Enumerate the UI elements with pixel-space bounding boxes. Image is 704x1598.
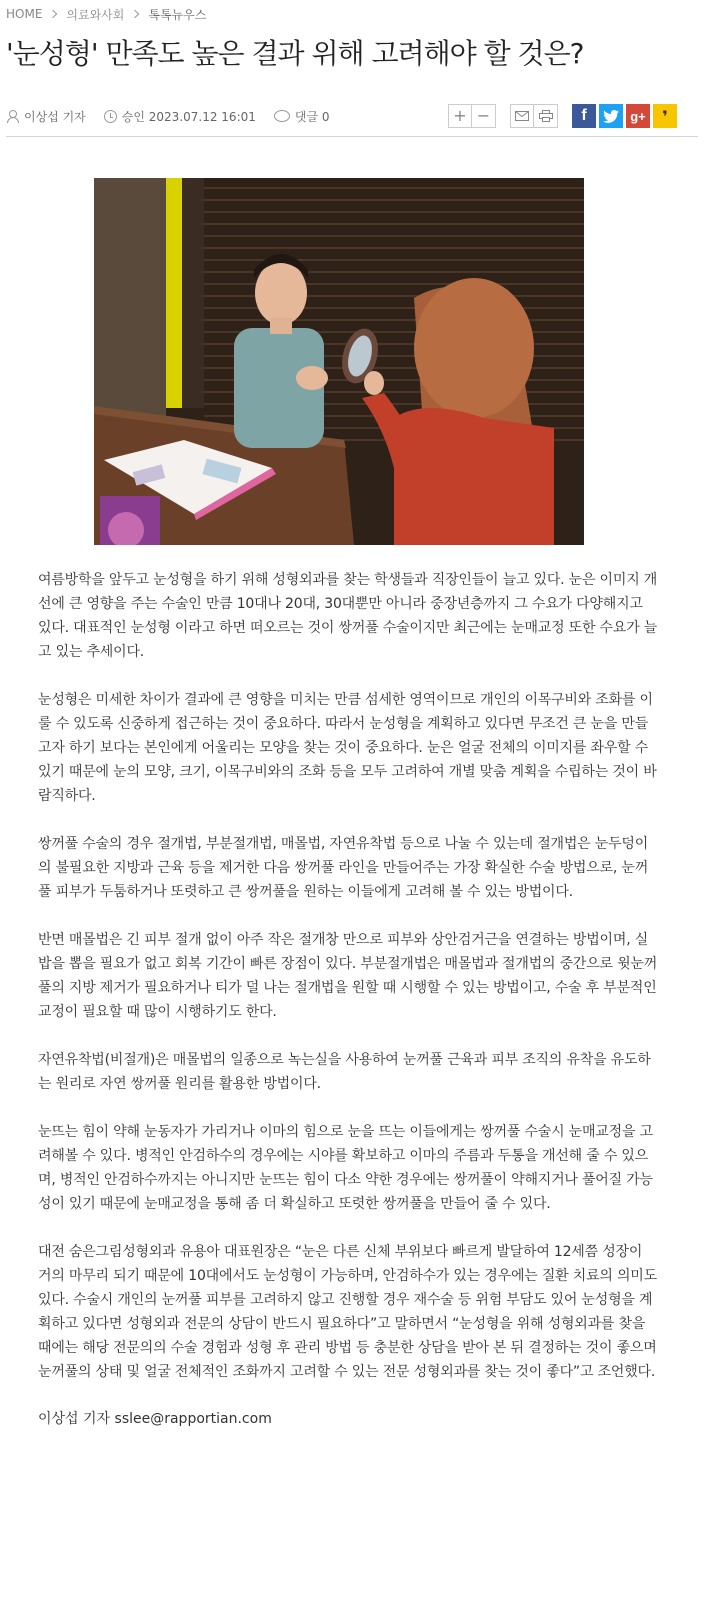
font-size-tools [448, 104, 496, 128]
comment-count[interactable]: 댓글 0 [294, 109, 330, 124]
print-button[interactable] [534, 104, 558, 128]
article-paragraph: 자연유착법(비절개)은 매몰법의 일종으로 녹는실을 사용하여 눈꺼풀 근육과 피부 조직의 유착을 유도하는 원리로 자연 쌍꺼풀 원리를 활용한 방법이다. [38, 1052, 651, 1092]
facebook-share-button[interactable]: f [572, 104, 596, 128]
kakao-story-share-button[interactable]: ❜ [653, 104, 677, 128]
comment-info[interactable] [274, 108, 330, 125]
article-meta [6, 104, 348, 128]
person-icon [6, 110, 19, 123]
breadcrumb [6, 4, 206, 24]
breadcrumb-section[interactable]: 의료와사회 [66, 7, 125, 22]
publish-info [104, 108, 256, 125]
zoom-out-button[interactable]: − [472, 104, 496, 128]
article-paragraph: 반면 매몰법은 긴 피부 절개 없이 아주 작은 절개창 만으로 피부와 상안검거근을 연결하는 방법이며, 실밥을 뽑을 필요가 없고 회복 기간이 빠른 장점이 있다. 부분절개법은 매몰법과 절개법의 중간으로 윗눈꺼풀의 지방 제거가 필요하거나 티가 덜 나는 절개법을 원할 때 시행할 수 있는 방법이고, 수술 후 부분적인 교정이 필요할 때 많이 시행하기도 한다. [38, 932, 658, 1020]
mail-icon [515, 111, 529, 121]
chevron-right-icon [131, 10, 139, 18]
article-byline: 이상섭 기자 sslee@rapportian.com [38, 1411, 272, 1427]
clock-icon [104, 110, 117, 123]
article-paragraph: 여름방학을 앞두고 눈성형을 하기 위해 성형외과를 찾는 학생들과 직장인들이 늘고 있다. 눈은 이미지 개선에 큰 영향을 주는 수술인 만큼 10대나 20대, 30대뿐만 아니라 중장년층까지 그 수요가 다양해지고 있다. 대표적인 눈성형 이라고 하면 떠오르는 것이 쌍꺼풀 수술이지만 최근에는 눈매교정 또한 수요가 늘고 있는 추세이다. [38, 572, 658, 660]
article-paragraph: 대전 숨은그림성형외과 유용아 대표원장은 “눈은 다른 신체 부위보다 빠르게 발달하여 12세쯤 성장이 거의 마무리 되기 때문에 10대에서도 눈성형이 가능하며, 안검하수가 있는 경우에는 질환 치료의 의미도 있다. 수술시 개인의 눈꺼풀 피부를 고려하지 않고 진행할 경우 재수술 등 위험 부담도 있어 눈성형을 계획하고 있다면 성형외과 전문의 상담이 반드시 필요하다”고 말하면서 “눈성형을 위해 성형외과를 찾을 때에는 해당 전문의의 수술 경험과 성형 후 관리 방법 등 충분한 상담을 받아 본 뒤 결정하는 것이 좋으며 눈꺼풀의 상태 및 얼굴 전체적인 조화까지 고려할 수 있는 전문 성형외과를 찾는 것이 좋다”고 조언했다. [38, 1244, 657, 1380]
twitter-bird-icon [603, 110, 619, 123]
header-divider [6, 136, 698, 137]
chevron-right-icon [49, 10, 57, 18]
breadcrumb-home[interactable]: HOME [6, 7, 43, 21]
twitter-share-button[interactable] [599, 104, 623, 128]
article-title: '눈성형' 만족도 높은 결과 위해 고려해야 할 것은? [6, 37, 584, 70]
article-paragraph: 눈뜨는 힘이 약해 눈동자가 가리거나 이마의 힘으로 눈을 뜨는 이들에게는 쌍꺼풀 수술시 눈매교정을 고려해볼 수 있다. 병적인 안검하수의 경우에는 시야를 확보하고 이마의 주름과 두통을 개선해 줄 수 있으며, 병적인 안검하수까지는 아니지만 눈뜨는 힘이 다소 약한 경우에는 쌍꺼풀이 약해지거나 풀어질 가능성이 있기 때문에 눈매교정을 통해 좀 더 확실하고 또렷한 쌍꺼풀을 만들어 줄 수 있다. [38, 1124, 653, 1212]
article-paragraph: 쌍꺼풀 수술의 경우 절개법, 부분절개법, 매몰법, 자연유착법 등으로 나눌 수 있는데 절개법은 눈두덩이의 불필요한 지방과 근육 등을 제거한 다음 쌍꺼풀 라인을 만들어주는 가장 확실한 수술 방법으로, 눈꺼풀 피부가 두툼하거나 또렷하고 큰 쌍꺼풀을 원하는 이들에게 고려해 볼 수 있는 방법이다. [38, 836, 649, 900]
email-button[interactable] [510, 104, 534, 128]
google-plus-share-button[interactable]: g+ [626, 104, 650, 128]
article-paragraph: 눈성형은 미세한 차이가 결과에 큰 영향을 미치는 만큼 섬세한 영역이므로 개인의 이목구비와 조화를 이룰 수 있도록 신중하게 접근하는 것이 중요하다. 따라서 눈성형을 계획하고 있다면 무조건 큰 눈을 만들고자 하기 보다는 본인에게 어울리는 모양을 찾는 것이 중요하다. 눈은 얼굴 전체의 이미지를 좌우할 수 있기 때문에 눈의 모양, 크기, 이목구비와의 조화 등을 모두 고려하여 개별 맞춤 계획을 수립하는 것이 바람직하다. [38, 692, 657, 804]
printer-icon [539, 110, 553, 122]
article-photo [94, 178, 584, 545]
publish-date: 승인 2023.07.12 16:01 [121, 109, 256, 124]
clinic-consultation-image [94, 178, 584, 545]
share-tools [510, 104, 558, 128]
social-share [572, 104, 677, 128]
comment-icon [274, 110, 290, 122]
author-name: 이상섭 기자 [24, 109, 86, 124]
article-body [38, 568, 658, 1428]
zoom-in-button[interactable]: + [448, 104, 472, 128]
author-info [6, 108, 86, 125]
breadcrumb-subsection[interactable]: 톡톡뉴우스 [148, 7, 207, 22]
